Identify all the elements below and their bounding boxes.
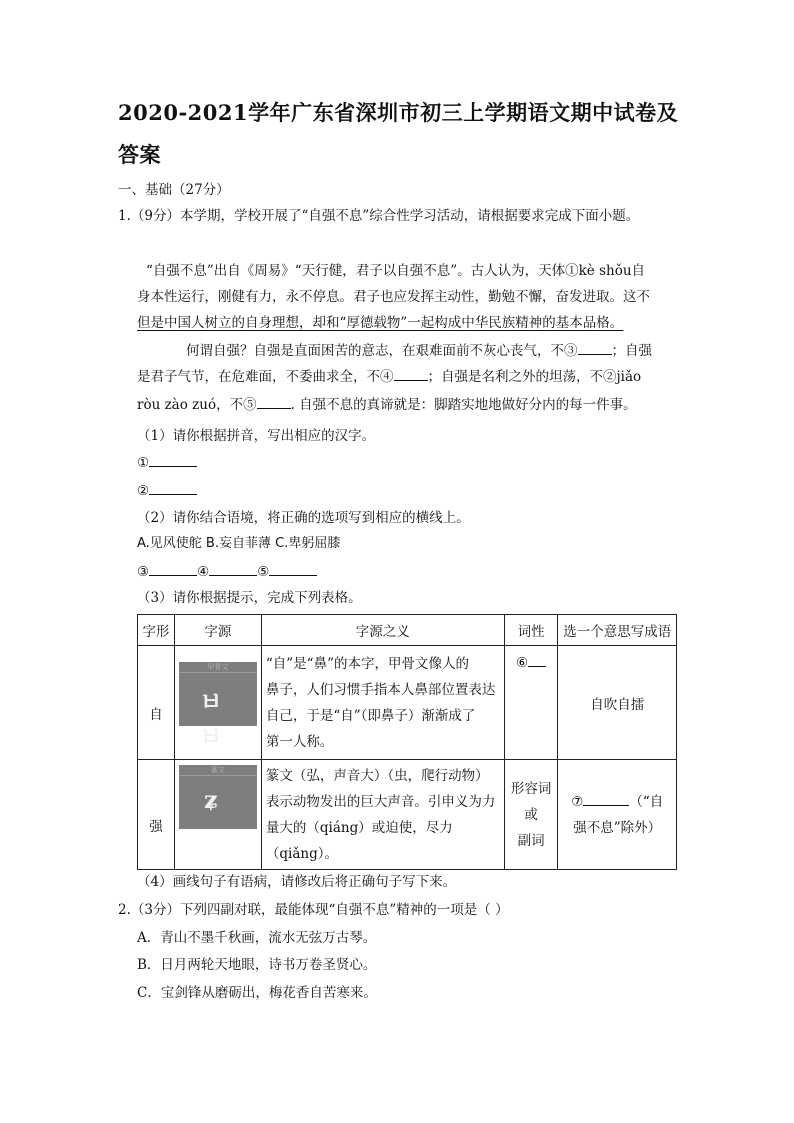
- question-1-prompt: 1.（9分）本学期，学校开展了“自强不息”综合性学习活动，请根据要求完成下面小题。: [118, 208, 640, 224]
- table-row: [138, 646, 677, 760]
- fill-blank[interactable]: [257, 394, 291, 409]
- fill-blank[interactable]: [394, 366, 428, 381]
- char-cell: [138, 646, 175, 760]
- section-heading: 一、基础（27分）: [118, 182, 230, 198]
- meaning-line: 自己，于是“自”（即鼻子）渐渐成了: [265, 707, 476, 724]
- answer-blank[interactable]: [269, 561, 317, 576]
- answer-blank[interactable]: [149, 452, 197, 467]
- choice-options: A.见风使舵 B.妄自菲薄 C.卑躬屈膝: [137, 536, 341, 551]
- pos-text: 副词: [517, 832, 545, 849]
- table-header: 字形: [138, 615, 175, 646]
- sub-question-2: （2）请你结合语境，将正确的选项写到相应的横线上。: [137, 510, 470, 526]
- table-row: [138, 760, 677, 870]
- passage-text: ；自强: [611, 343, 652, 359]
- idiom-line: 强不息”除外）: [573, 819, 662, 836]
- image-caption: 甲骨文: [179, 662, 257, 673]
- meaning-line: 第一人称。: [265, 733, 334, 750]
- passage-text: . 自强不息的真谛就是：脚踏实地地做好分内的每一件事。: [290, 397, 637, 413]
- page-title: 2020-2021学年广东省深圳市初三上学期语文期中试卷及答案: [118, 100, 679, 167]
- table-header: 字源: [174, 615, 261, 646]
- idiom-line: [562, 789, 672, 815]
- meaning-line: 量大的（qiáng）或迫使，尽力: [265, 819, 453, 836]
- answer-blank[interactable]: [528, 652, 546, 667]
- answer-label: ③: [137, 564, 150, 580]
- answer-line-1: [137, 452, 197, 473]
- sub-question-4: （4）画线句子有语病，请修改后将正确句子写下来。: [137, 874, 457, 890]
- ancient-glyph-icon: ʑ: [204, 784, 232, 814]
- answer-blank[interactable]: [149, 561, 197, 576]
- ancient-glyph-icon: ㅂ ㅂ: [199, 687, 237, 751]
- choice-a: A．青山不墨千秋画，流水无弦万古琴。: [137, 930, 377, 946]
- pos-cell: [504, 760, 558, 870]
- character-origin-table: [137, 614, 677, 870]
- answer-label: ⑦: [571, 793, 584, 810]
- origin-image-cell: [174, 760, 261, 870]
- table-header-row: [138, 615, 677, 646]
- answer-blank[interactable]: [149, 480, 197, 495]
- answer-line-2: [137, 480, 197, 501]
- idiom-cell: [558, 760, 677, 870]
- idiom-text: 自吹自擂: [590, 696, 645, 713]
- meaning-cell: [261, 646, 504, 760]
- passage-text: 何谓自强？自强是直面困苦的意志，在艰难面前不灰心丧气，不③: [186, 343, 578, 359]
- table-header: 词性: [504, 615, 558, 646]
- pos-text: 或: [524, 806, 538, 823]
- oracle-bone-script-image: [179, 662, 257, 751]
- passage-line: [137, 392, 637, 418]
- idiom-cell: [558, 646, 677, 760]
- sub-question-3: （3）请你根据提示，完成下列表格。: [137, 590, 362, 606]
- pos-text: 形容词: [510, 780, 552, 797]
- meaning-line: 表示动物发出的巨大声音。引申义为力: [265, 793, 496, 810]
- char-cell: [138, 760, 175, 870]
- passage-text: ；自强是名利之外的坦荡，不②jiǎo: [427, 369, 642, 385]
- underlined-sentence: 但是中国人树立的自身理想，却和“厚德载物”一起构成中华民族精神的基本品格。: [137, 315, 624, 331]
- passage-text: 是君子气节，在危难面，不委曲求全，不④: [137, 369, 394, 385]
- seal-script-image: [179, 765, 257, 829]
- passage-text: ròu zào zuó，不⑤: [137, 397, 257, 413]
- answer-label: ①: [137, 455, 150, 471]
- char-label: 强: [149, 818, 163, 835]
- answer-line-3: [137, 561, 317, 582]
- answer-label: ②: [137, 483, 150, 499]
- answer-label: ⑥: [516, 655, 529, 671]
- meaning-cell: [261, 760, 504, 870]
- fill-blank[interactable]: [578, 340, 612, 355]
- passage-line: [186, 338, 652, 364]
- passage-text: 身本性运行，刚健有力，永不停息。君子也应发挥主动性，勤勉不懈，奋发进取。这不: [137, 289, 650, 305]
- passage-line: “自强不息”出自《周易》“天行健，君子以自强不息”。古人认为，天体①kè shǒu自: [146, 263, 646, 279]
- passage-line: [137, 284, 650, 310]
- char-label: 自: [149, 706, 163, 723]
- idiom-text: （“自: [629, 793, 664, 810]
- answer-blank[interactable]: [583, 791, 629, 806]
- origin-image-cell: [174, 646, 261, 760]
- choice-b: B．日月两轮天地眼，诗书万卷圣贤心。: [137, 957, 377, 973]
- image-caption: 篆文: [179, 765, 257, 776]
- meaning-line: 鼻子，人们习惯手指本人鼻部位置表达: [265, 681, 496, 698]
- answer-blank[interactable]: [209, 561, 257, 576]
- answer-label: ⑤: [257, 564, 270, 580]
- meaning-line: 篆文（弘，声音大）（虫，爬行动物）: [265, 767, 489, 784]
- sub-question-1: （1）请你根据拼音，写出相应的汉字。: [137, 428, 376, 444]
- choice-c: C．宝剑锋从磨砺出，梅花香自苦寒来。: [137, 985, 377, 1001]
- meaning-line: “自”是“鼻”的本字，甲骨文像人的: [265, 655, 469, 672]
- passage-line: [137, 364, 641, 390]
- pos-cell: [504, 646, 558, 760]
- table-header: 字源之义: [261, 615, 504, 646]
- question-2-prompt: 2.（3分）下列四副对联，最能体现“自强不息”精神的一项是（ ）: [118, 902, 509, 918]
- table-header: 选一个意思写成语: [558, 615, 677, 646]
- meaning-line: （qiǎng）。: [265, 845, 338, 862]
- answer-label: ④: [197, 564, 210, 580]
